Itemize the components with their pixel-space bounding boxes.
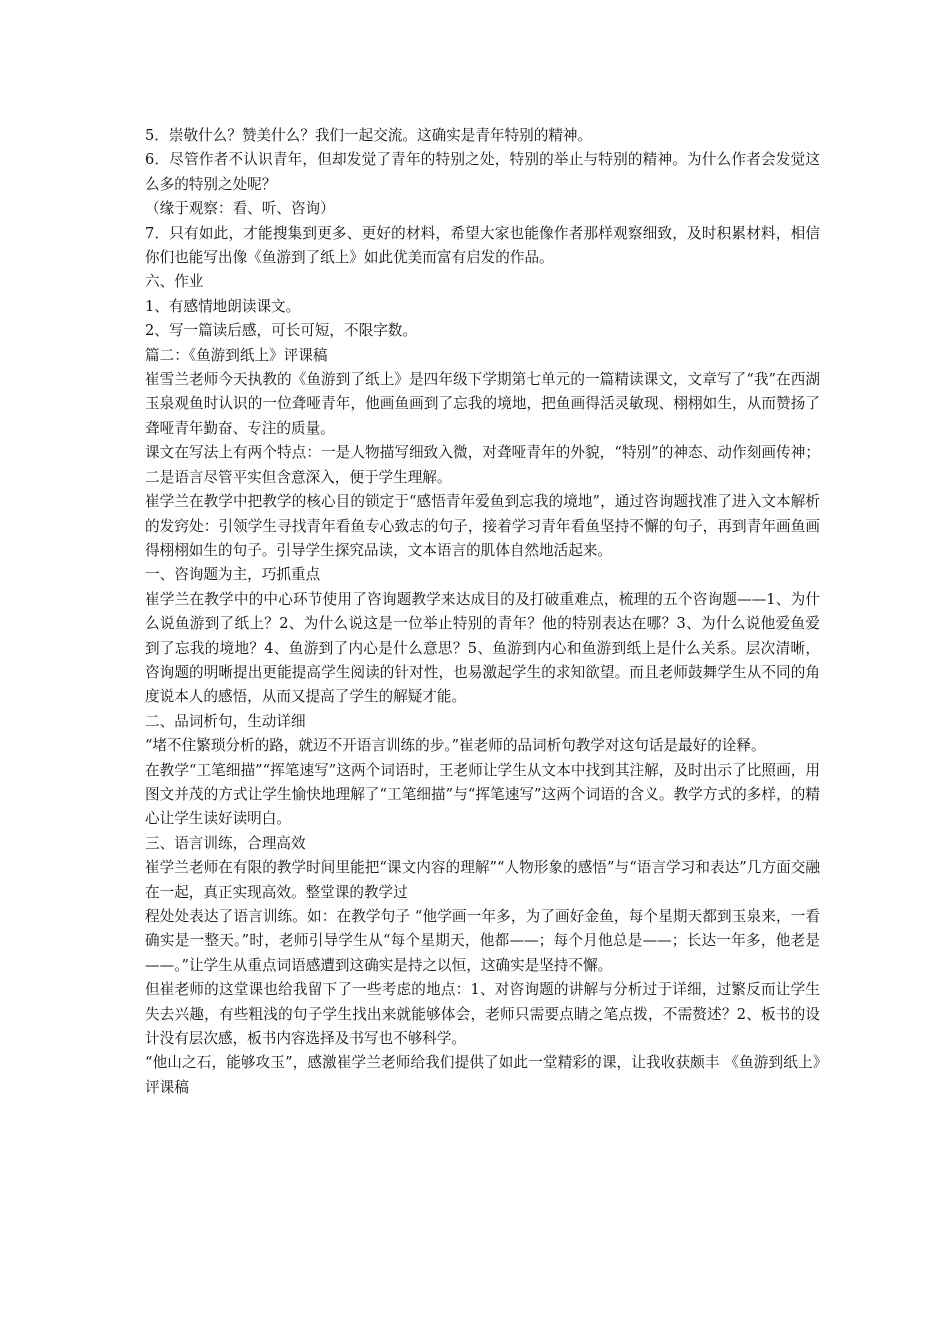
section-heading-2: 二、品词析句，生动详细 — [145, 712, 306, 730]
paragraph-reflection: 但崔老师的这堂课也给我留下了一些考虑的地点：1、对咨询题的讲解与分析过于详细，过繁反而让学生失去兴趣，有些粗浅的句子学生找出来就能够体会，老师只需要点睛之笔点拨，不需赘述？2、板书的设计没有层次感，板书内容选择及书写也不够科学。 — [145, 981, 820, 1048]
section-heading-1: 一、咨询题为主，巧抓重点 — [145, 566, 321, 584]
homework-item-2: 2、写一篇读后感，可长可短，不限字数。 — [145, 322, 417, 340]
paragraph-features: 课文在写法上有两个特点：一是人物描写细致入微，对聋哑青年的外貌，“特别”的神态、动作刻画传神；二是语言尽管平实但含意深入，便于学生理解。 — [145, 444, 820, 486]
paragraph-section-3a: 崔学兰老师在有限的教学时间里能把“课文内容的理解”“人物形象的感悟”与“语言学习和表达”几方面交融在一起，真正实现高效。整堂课的教学过 — [145, 859, 820, 901]
paragraph-observation-note: （缘于观察：看、听、咨询） — [145, 200, 335, 218]
paragraph-item-7: 7．只有如此，才能搜集到更多、更好的材料，希望大家也能像作者那样观察细致，及时积累材料，相信你们也能写出像《鱼游到了纸上》如此优美而富有启发的作品。 — [145, 224, 820, 267]
document-page — [145, 124, 820, 1100]
paragraph-quote: “堵不住繁琐分析的路，就迈不开语言训练的步。”崔老师的品词析句教学对这句话是最好的诠释。 — [145, 737, 766, 755]
paragraph-teaching-core: 崔学兰在教学中把教学的核心目的锁定于“感悟青年爱鱼到忘我的境地”，通过咨询题找准了进入文本解析的发窍处：引领学生寻找青年看鱼专心致志的句子，接着学习青年看鱼坚持不懈的句子，再到青年画鱼画得栩栩如生的句子。引导学生探究品读，文本语言的肌体自然地活起来。 — [145, 493, 820, 559]
section-heading-homework: 六、作业 — [145, 273, 204, 291]
section-heading-3: 三、语言训练，合理高效 — [145, 834, 306, 852]
paragraph-section-3b: 程处处表达了语言训练。如：在教学句子 “他学画一年多，为了画好金鱼，每个星期天都到玉泉来，一看确实是一整天。”时，老师引导学生从“每个星期天，他都——；每个月他总是——；长达一年多，他老是——。”让学生从重点词语感遭到这确实是持之以恒，这确实是坚持不懈。 — [145, 908, 820, 974]
paragraph-closing: “他山之石，能够攻玉”，感激崔学兰老师给我们提供了如此一堂精彩的课，让我收获颇丰 《鱼游到纸上》评课稿 — [145, 1054, 820, 1096]
paragraph-section-1: 崔学兰在教学中的中心环节使用了咨询题教学来达成目的及打破重难点，梳理的五个咨询题——1、为什么说鱼游到了纸上？2、为什么说这是一位举止特别的青年？他的特别表达在哪？3、为什么说他爱鱼爱到了忘我的境地？4、鱼游到了内心是什么意思？5、鱼游到内心和鱼游到纸上是什么关系。层次清晰，咨询题的明晰提出更能提高学生阅读的针对性，也易激起学生的求知欲望。而且老师鼓舞学生从不同的角度说本人的感悟，从而又提高了学生的解疑才能。 — [145, 590, 820, 706]
paragraph-item-6: 6．尽管作者不认识青年，但却发觉了青年的特别之处，特别的举止与特别的精神。为什么作者会发觉这么多的特别之处呢？ — [145, 151, 820, 193]
paragraph-section-2: 在教学“工笔细描”“挥笔速写”这两个词语时，王老师让学生从文本中找到其注解，及时出示了比照画，用图文并茂的方式让学生愉快地理解了“工笔细描”与“挥笔速写”这两个词语的含义。教学方式的多样，的精心让学生读好读明白。 — [145, 761, 820, 828]
homework-item-1: 1、有感情地朗读课文。 — [145, 297, 301, 315]
paragraph-intro: 崔雪兰老师今天执教的《鱼游到了纸上》是四年级下学期第七单元的一篇精读课文，文章写了“我”在西湖玉泉观鱼时认识的一位聋哑青年，他画鱼画到了忘我的境地，把鱼画得活灵敏现、栩栩如生，从而赞扬了聋哑青年勤奋、专注的质量。 — [145, 371, 820, 437]
article-title: 篇二：《鱼游到纸上》评课稿 — [145, 346, 328, 364]
paragraph-item-5: 5．崇敬什么？赞美什么？我们一起交流。这确实是青年特别的精神。 — [145, 127, 593, 144]
